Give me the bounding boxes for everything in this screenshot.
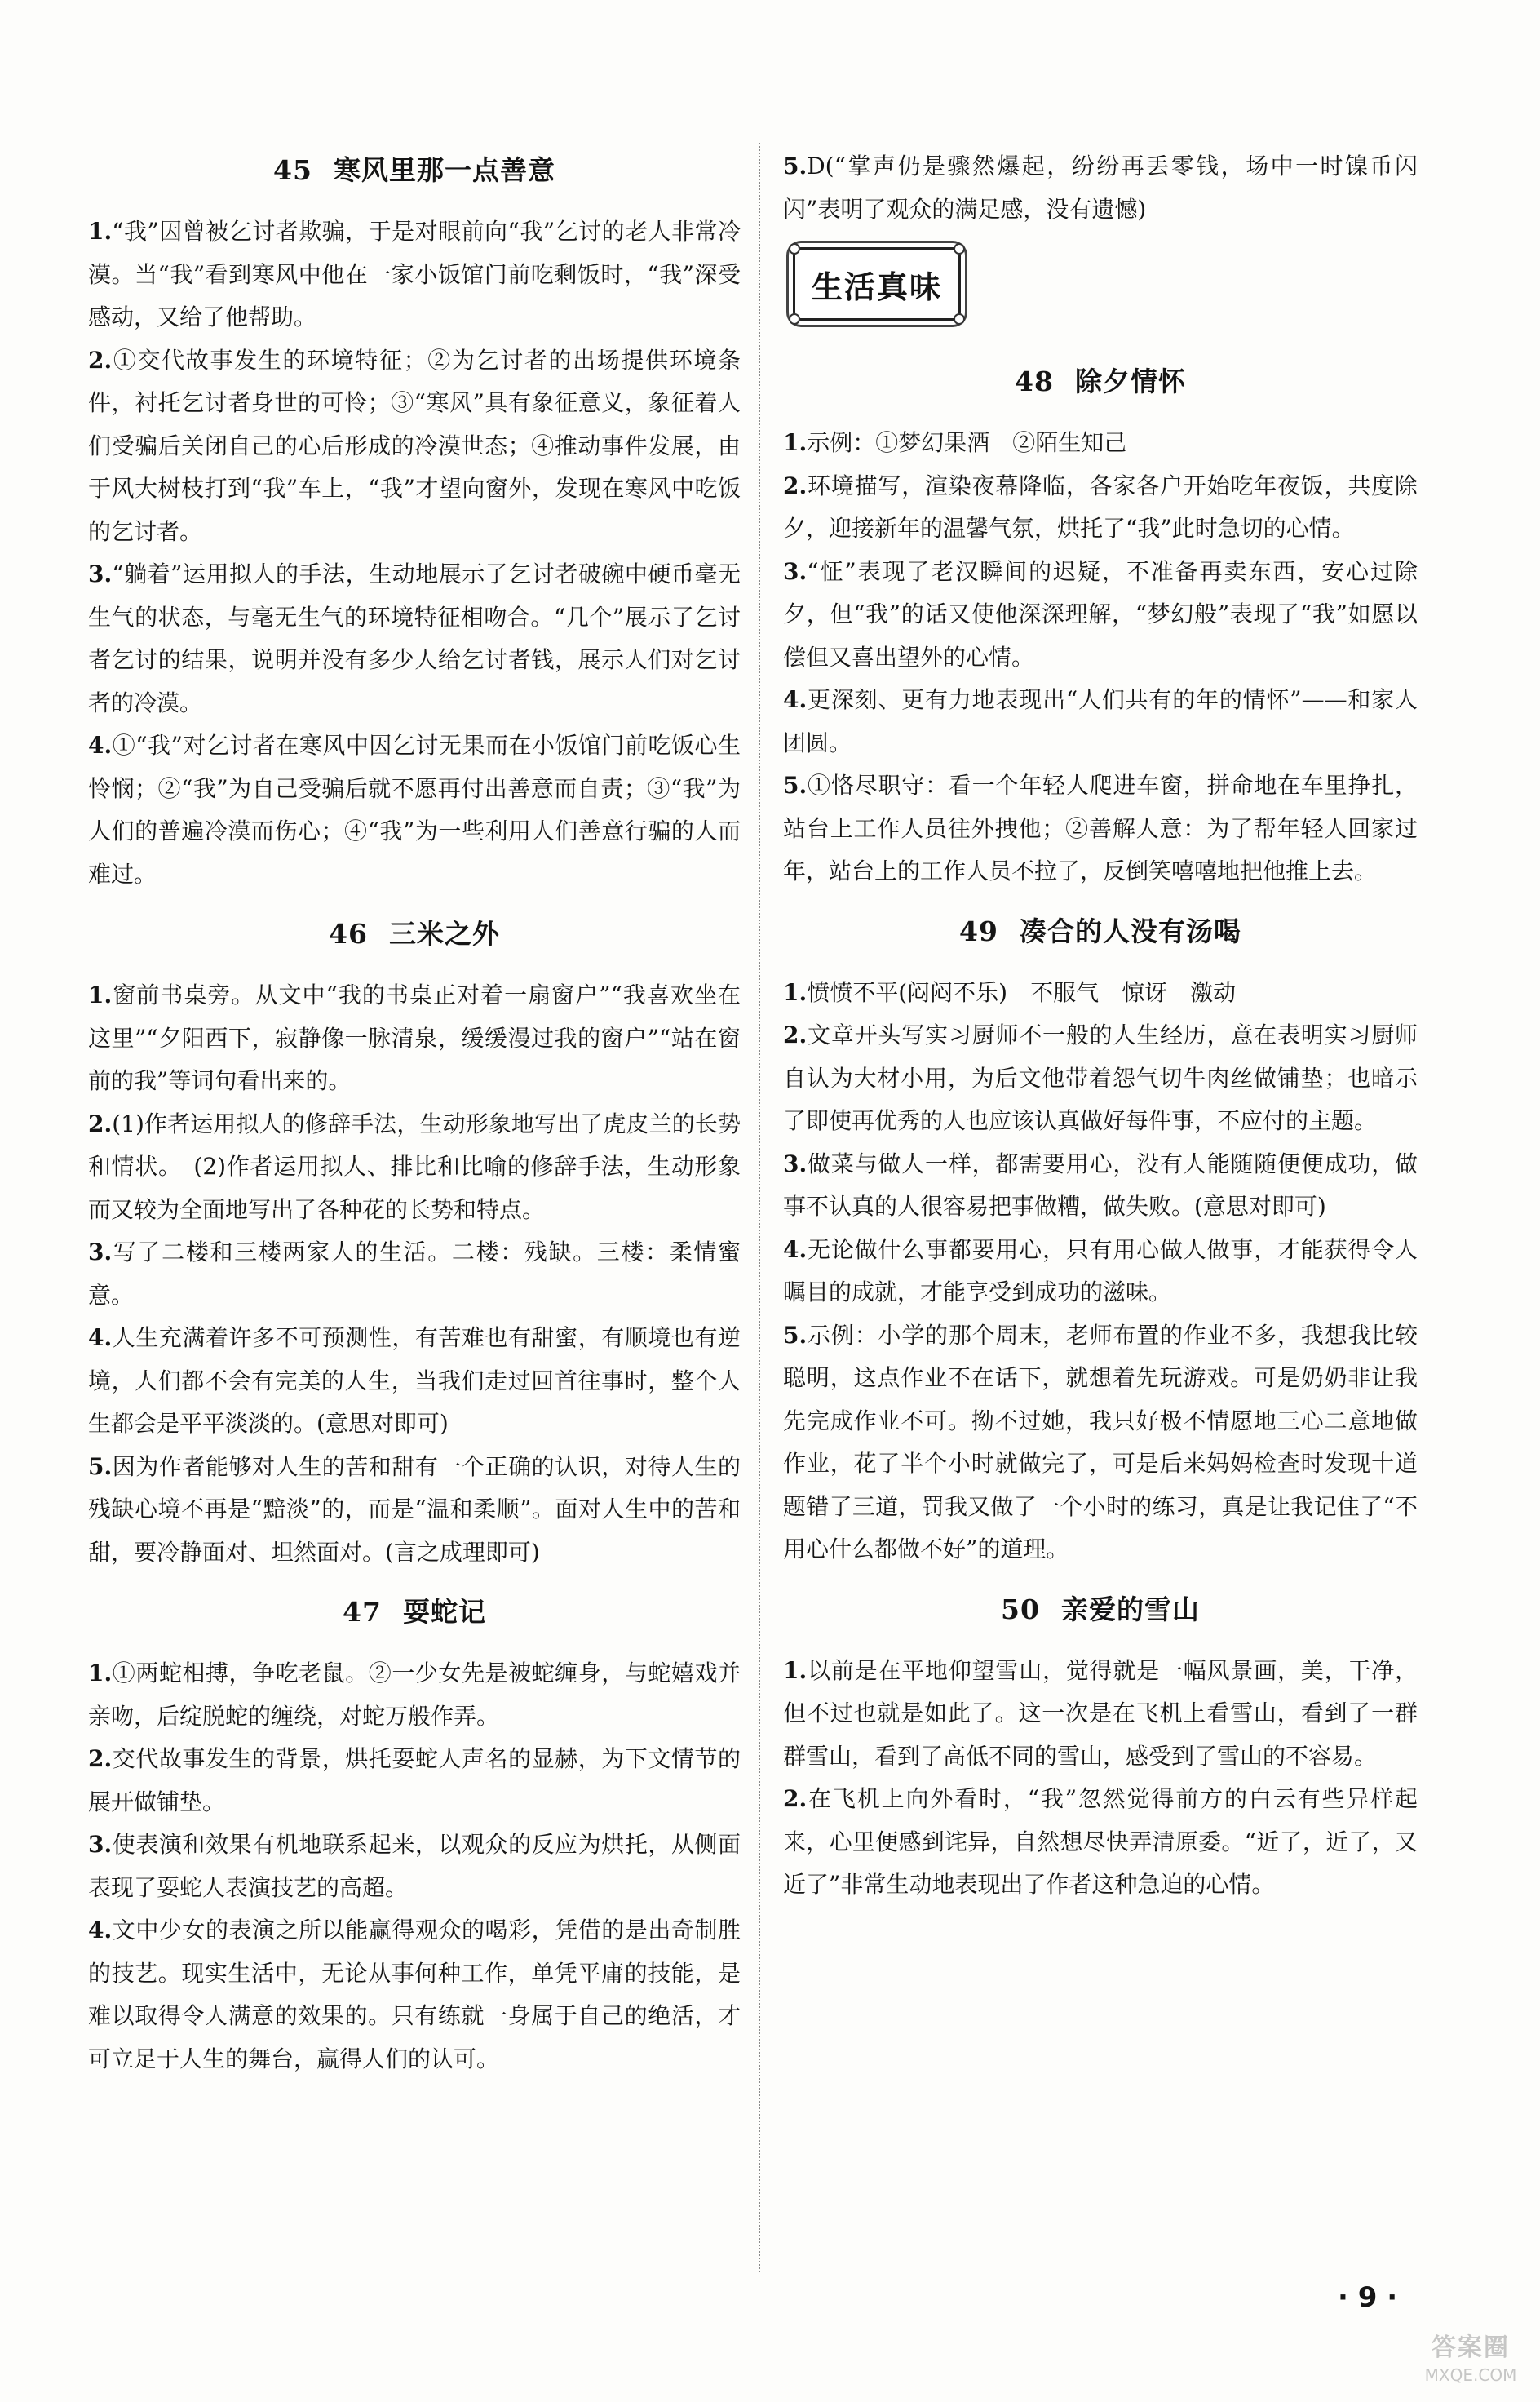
item-text: 文章开头写实习厨师不一般的人生经历，意在表明实习厨师自认为大材小用，为后文他带着怨气切牛肉丝做铺垫；也暗示了即使再优秀的人也应该认真做好每件事，不应付的主题。: [783, 1022, 1418, 1134]
section-number: 49: [959, 915, 998, 947]
answer-item: [88, 553, 741, 725]
item-number: 4.: [783, 686, 808, 713]
item-text: 人生充满着许多不可预测性，有苦难也有甜蜜，有顺境也有逆境，人们都不会有完美的人生，当我们走过回首往事时，整个人生都会是平平淡淡的。(意思对即可): [88, 1324, 741, 1437]
answer-item: [88, 1231, 741, 1317]
answer-item: [783, 1229, 1418, 1314]
answer-item: [783, 1778, 1418, 1907]
item-text: ①“我”对乞讨者在寒风中因乞讨无果而在小饭馆门前吃饭心生怜悯；②“我”为自己受骗后就不愿再付出善意而自责；③“我”为人们的普遍冷漠而伤心；④“我”为一些利用人们善意行骗的人而难过。: [88, 732, 741, 888]
item-number: 3.: [783, 557, 808, 585]
item-text: 无论做什么事都要用心，只有用心做人做事，才能获得令人瞩目的成就，才能享受到成功的滋味。: [783, 1235, 1418, 1305]
section-48: [783, 361, 1418, 893]
item-number: 4.: [783, 1235, 808, 1263]
section-number: 50: [1001, 1593, 1040, 1625]
item-text: 环境描写，渲染夜幕降临，各家各户开始吃年夜饭，共度除夕，迎接新年的温馨气氛，烘托了“我”此时急切的心情。: [783, 472, 1418, 542]
item-number: 1.: [783, 1656, 808, 1684]
answer-item: [88, 339, 741, 554]
answer-item: [88, 974, 741, 1103]
right-column: [783, 145, 1418, 1925]
section-title-text: 凑合的人没有汤喝: [1019, 915, 1241, 947]
item-number: 4.: [88, 1917, 113, 1943]
item-text: “躺着”运用拟人的手法，生动地展示了乞讨者破碗中硬币毫无生气的状态，与毫无生气的环境特征相吻合。“几个”展示了乞讨者乞讨的结果，说明并没有多少人给乞讨者钱，展示人们对乞讨者的冷漠。: [88, 561, 741, 716]
answer-item: [88, 725, 741, 896]
item-number: 5.: [783, 1321, 808, 1349]
answer-item: [88, 1738, 741, 1824]
item-text: 愤愤不平(闷闷不乐) 不服气 惊讶 激动: [807, 978, 1237, 1006]
answer-item: [783, 551, 1418, 680]
item-text: 在飞机上向外看时，“我”忽然觉得前方的白云有些异样起来，心里便感到诧异，自然想尽快弄清原委。“近了，近了，又近了”非常生动地表现出了作者这种急迫的心情。: [783, 1785, 1418, 1898]
answer-item: [783, 679, 1418, 764]
section-title-text: 寒风里那一点善意: [333, 154, 555, 186]
column-divider: [759, 143, 760, 2272]
item-text: ①恪尽职守：看一个年轻人爬进车窗，拼命地在车里挣扎，站台上工作人员往外拽他；②善解人意：为了帮年轻人回家过年，站台上的工作人员不拉了，反倒笑嘻嘻地把他推上去。: [783, 772, 1418, 884]
section-number: 45: [273, 154, 312, 186]
category-badge-wrap: [783, 246, 1418, 337]
item-text: 示例：①梦幻果酒 ②陌生知己: [807, 429, 1127, 456]
section-number: 46: [329, 918, 368, 950]
item-text: 文中少女的表演之所以能赢得观众的喝彩，凭借的是出奇制胜的技艺。现实生活中，无论从事何种工作，单凭平庸的技能，是难以取得令人满意的效果的。只有练就一身属于自己的绝活，才可立足于人生的舞台，赢得人们的认可。: [88, 1917, 741, 2072]
section-47: [88, 1592, 741, 2081]
item-text: 使表演和效果有机地联系起来，以观众的反应为烘托，从侧面表现了耍蛇人表演技艺的高超。: [88, 1831, 741, 1901]
answer-item: [88, 1824, 741, 1909]
item-text: “怔”表现了老汉瞬间的迟疑，不准备再卖东西，安心过除夕，但“我”的话又使他深深理解，“梦幻般”表现了“我”如愿以偿但又喜出望外的心情。: [783, 557, 1418, 671]
section-title: [783, 1589, 1418, 1630]
answer-item: [88, 1317, 741, 1446]
item-text: D(“掌声仍是骤然爆起，纷纷再丢零钱，场中一时镍币闪闪”表明了观众的满足感，没有遗憾): [783, 153, 1418, 223]
section-title-text: 耍蛇记: [402, 1596, 486, 1628]
section-title-text: 三米之外: [388, 918, 500, 950]
section-title: [88, 150, 741, 191]
watermark-logo: [1409, 2332, 1532, 2397]
item-number: 2.: [88, 1110, 113, 1137]
item-text: (1)作者运用拟人的修辞手法，生动形象地写出了虎皮兰的长势和情状。 (2)作者运用拟人、排比和比喻的修辞手法，生动形象而又较为全面地写出了各种花的长势和特点。: [88, 1110, 741, 1223]
right-sections: [783, 361, 1418, 1907]
section-title: [88, 914, 741, 955]
section-46: [88, 914, 741, 1574]
answer-item: [88, 211, 741, 339]
section-50: [783, 1589, 1418, 1907]
answer-item: [783, 972, 1418, 1015]
item-number: 3.: [88, 1239, 113, 1265]
item-number: 5.: [783, 153, 808, 179]
item-text: ①两蛇相搏，争吃老鼠。②一少女先是被蛇缠身，与蛇嬉戏并亲吻，后绽脱蛇的缠绕，对蛇万般作弄。: [88, 1660, 741, 1730]
item-number: 2.: [783, 1022, 808, 1048]
item-number: 1.: [783, 429, 808, 456]
item-text: “我”因曾被乞讨者欺骗，于是对眼前向“我”乞讨的老人非常冷漠。当“我”看到寒风中他在一家小饭馆门前吃剩饭时，“我”深受感动，又给了他帮助。: [88, 218, 741, 330]
item-text: 因为作者能够对人生的苦和甜有一个正确的认识，对待人生的残缺心境不再是“黯淡”的，而是“温和柔顺”。面对人生中的苦和甜，要冷静面对、坦然面对。(言之成理即可): [88, 1452, 741, 1566]
item-number: 1.: [88, 982, 113, 1008]
item-text: ①交代故事发生的环境特征；②为乞讨者的出场提供环境条件，衬托乞讨者身世的可怜；③“寒风”具有象征意义，象征着人们受骗后关闭自己的心后形成的冷漠世态；④推动事件发展，由于风大树枝打到“我”车上，“我”才望向窗外，发现在寒风中吃饭的乞讨者。: [88, 346, 741, 545]
section-49: [783, 911, 1418, 1571]
section-title: [88, 1592, 741, 1633]
page-number: · 9 ·: [1338, 2281, 1398, 2314]
answer-item: [783, 1143, 1418, 1229]
item-number: 1.: [88, 218, 113, 245]
item-text: 更深刻、更有力地表现出“人们共有的年的情怀”——和家人团圆。: [783, 686, 1418, 756]
item-number: 4.: [88, 1324, 113, 1351]
item-text: 以前是在平地仰望雪山，觉得就是一幅风景画，美，干净，但不过也就是如此了。这一次是在飞机上看雪山，看到了一群群雪山，看到了高低不同的雪山，感受到了雪山的不容易。: [783, 1656, 1418, 1770]
item-number: 5.: [783, 772, 808, 799]
answer-item: [88, 1909, 741, 2081]
answer-item: [88, 1446, 741, 1575]
item-text: 写了二楼和三楼两家人的生活。二楼：残缺。三楼：柔情蜜意。: [88, 1239, 741, 1309]
corner-ornament-icon: [954, 313, 965, 325]
item-number: 4.: [88, 732, 113, 759]
answer-item: [88, 1103, 741, 1232]
answer-item: [783, 1650, 1418, 1779]
item-number: 2.: [88, 346, 113, 374]
corner-ornament-icon: [789, 313, 800, 325]
section-number: 47: [343, 1596, 382, 1628]
item-number: 1.: [783, 978, 808, 1006]
corner-ornament-icon: [789, 243, 800, 255]
item-text: 窗前书桌旁。从文中“我的书桌正对着一扇窗户”“我喜欢坐在这里”“夕阳西下，寂静像一脉清泉，缓缓漫过我的窗户”“站在窗前的我”等词句看出来的。: [88, 982, 741, 1094]
item-text: 做菜与做人一样，都需要用心，没有人能随随便便成功，做事不认真的人很容易把事做糟，做失败。(意思对即可): [783, 1150, 1418, 1220]
answer-item: [783, 145, 1418, 231]
section-title: [783, 911, 1418, 952]
watermark-bottom: MXQE.COM: [1424, 2365, 1517, 2385]
item-number: 3.: [783, 1150, 808, 1177]
item-number: 3.: [88, 561, 113, 587]
answer-item: [783, 1314, 1418, 1571]
answer-item: [783, 422, 1418, 465]
answer-item: [783, 764, 1418, 893]
answer-item: [783, 1014, 1418, 1143]
item-number: 3.: [88, 1831, 113, 1858]
item-text: 示例：小学的那个周末，老师布置的作业不多，我想我比较聪明，这点作业不在话下，就想着先玩游戏。可是奶奶非让我先完成作业不可。拗不过她，我只好极不情愿地三心二意地做作业，花了半个小时就做完了，可是后来妈妈检查时发现十道题错了三道，罚我又做了一个小时的练习，真是让我记住了“不用心什么都做不好”的道理。: [783, 1321, 1418, 1562]
item-number: 2.: [88, 1745, 113, 1772]
corner-ornament-icon: [954, 243, 965, 255]
item-number: 2.: [783, 1785, 808, 1812]
answer-item: [88, 1652, 741, 1738]
section-title-text: 亲爱的雪山: [1060, 1593, 1200, 1625]
category-badge: [793, 247, 961, 321]
item-number: 1.: [88, 1660, 113, 1686]
answer-item: [783, 465, 1418, 551]
item-number: 5.: [88, 1452, 113, 1480]
left-column: [88, 139, 741, 2098]
category-badge-label: 生活真味: [811, 268, 942, 305]
section-title-text: 除夕情怀: [1074, 366, 1186, 397]
section-45: [88, 150, 741, 896]
section-title: [783, 361, 1418, 402]
section-number: 48: [1015, 366, 1054, 397]
item-text: 交代故事发生的背景，烘托耍蛇人声名的显赫，为下文情节的展开做铺垫。: [88, 1745, 741, 1815]
item-number: 2.: [783, 472, 808, 499]
watermark-top: 答案圈: [1432, 2333, 1510, 2362]
